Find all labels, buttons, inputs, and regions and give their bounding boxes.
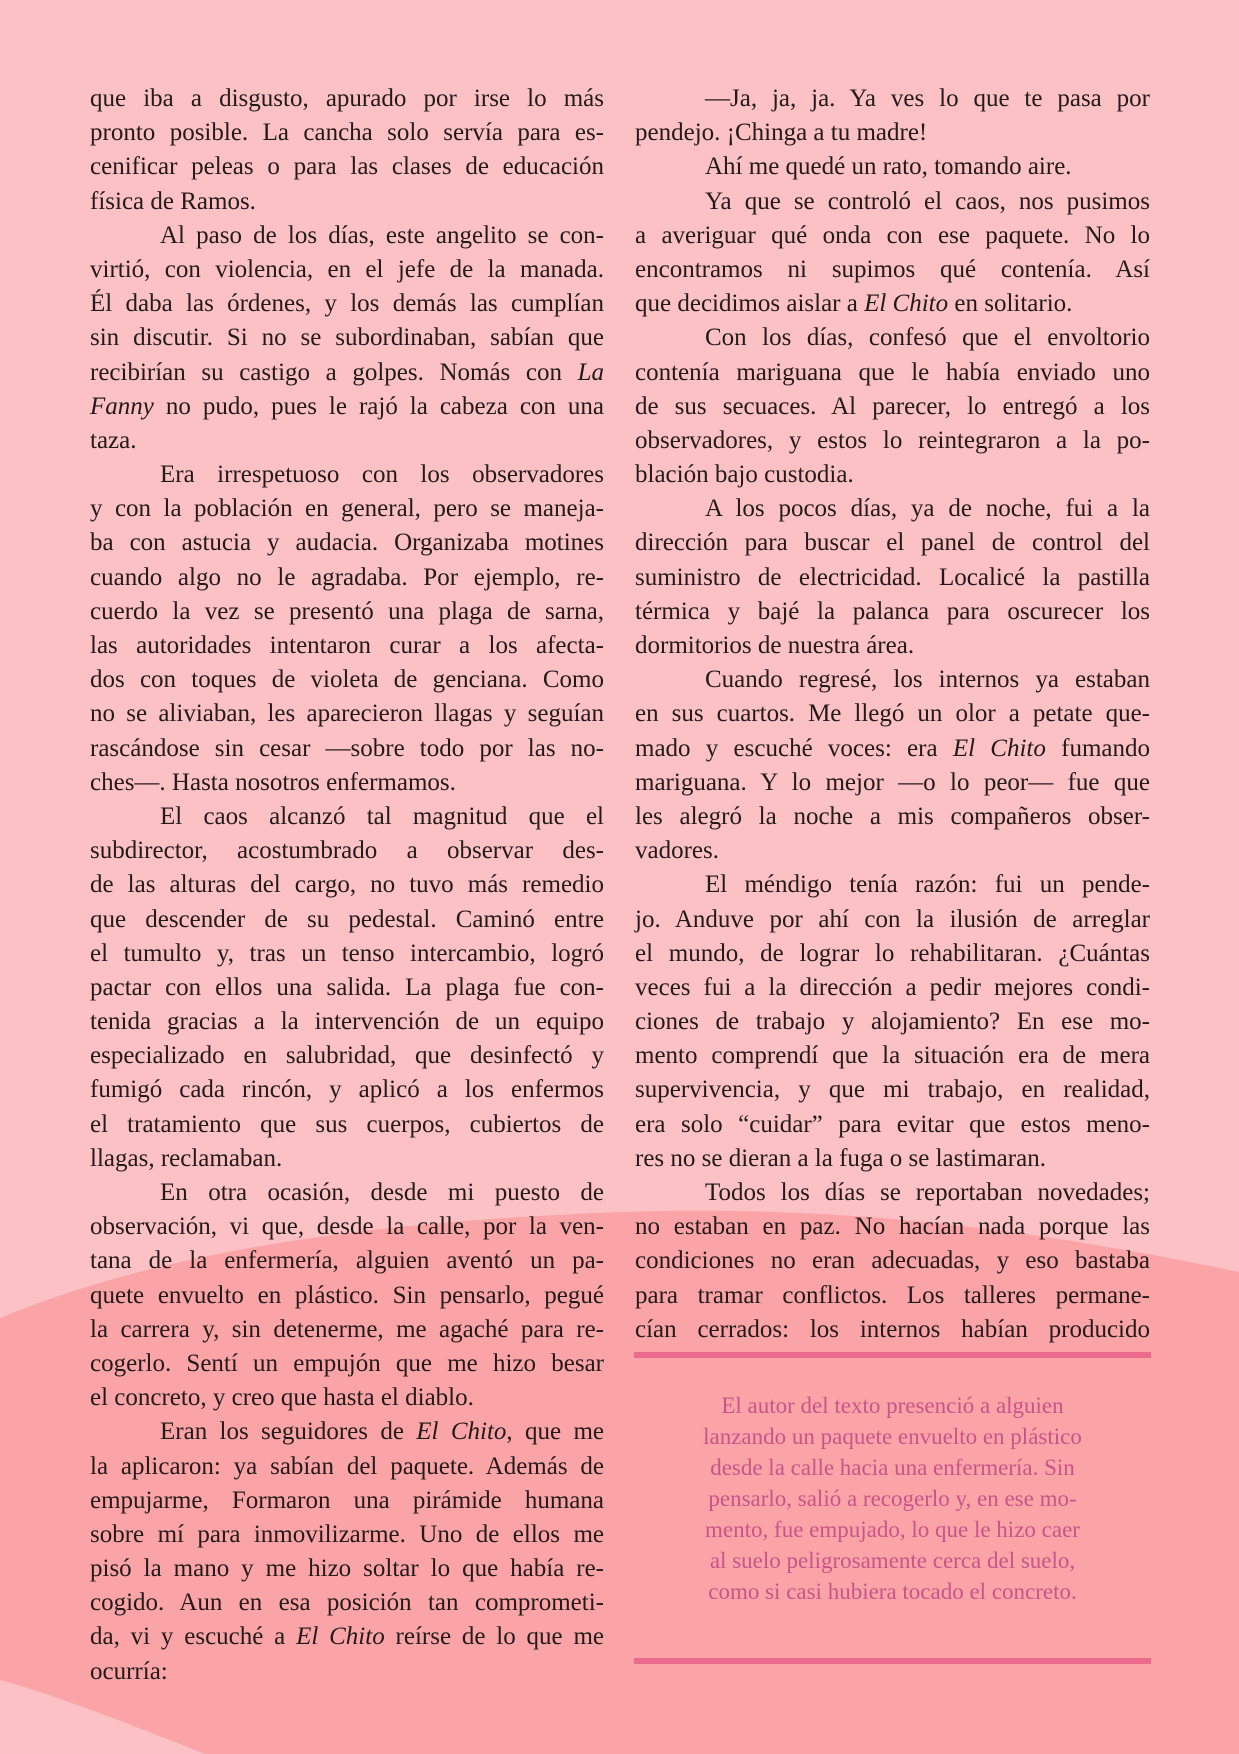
text-line: Él daba las órdenes, y los demás las cumplían [90, 290, 604, 318]
text-line: las autoridades intentaron curar a los afecta- [90, 632, 604, 659]
text-line: contenía mariguana que le había enviado uno [635, 358, 1150, 386]
text-run: en solitario. [948, 290, 1073, 318]
text-line [90, 1620, 604, 1654]
text-line: empujarme, Formaron una pirámide humana [90, 1486, 604, 1514]
text-line: cogerlo. Sentí un empujón que me hizo besar [90, 1349, 604, 1377]
pullquote-line: El autor del texto presenció a alguien [721, 1393, 1064, 1418]
text-line: ba con astucia y audacia. Organizaba motines [90, 529, 604, 557]
text-line: observación, vi que, desde la calle, por la ven- [90, 1213, 604, 1241]
pullquote-line: pensarlo, salió a recogerlo y, en ese mo- [708, 1486, 1077, 1511]
text-line: fumigó cada rincón, y aplicó a los enfermos [90, 1076, 604, 1104]
text-line: sobre mí para inmovilizarme. Uno de ellos me [90, 1520, 604, 1548]
text-line: veces fui a la dirección a pedir mejores condi- [635, 973, 1150, 1001]
text-run: , que me [506, 1418, 605, 1446]
text-line: el concreto, y creo que hasta el diablo. [90, 1384, 474, 1412]
text-line: pronto posible. La cancha solo servía para es- [90, 119, 604, 147]
italic-name: El Chito [416, 1418, 507, 1446]
text-line: jo. Anduve por ahí con la ilusión de arreglar [635, 905, 1150, 933]
text-line: en sus cuartos. Me llegó un olor a petate que- [635, 700, 1150, 728]
text-line: dirección para buscar el panel de control del [635, 529, 1150, 557]
text-line: llagas, reclamaban. [90, 1144, 283, 1172]
italic-name: El Chito [296, 1623, 385, 1651]
text-line: ches—. Hasta nosotros enfermamos. [90, 768, 456, 796]
pullquote-line: como si casi hubiera tocado el concreto. [708, 1579, 1077, 1604]
text-line: En otra ocasión, desde mi puesto de [160, 1179, 604, 1206]
text-line: Cuando regresé, los internos ya estaban [705, 666, 1150, 694]
text-line: a averiguar qué onda con ese paquete. No lo [635, 221, 1150, 249]
italic-name: La [577, 358, 604, 386]
text-run: Eran los seguidores de [160, 1418, 417, 1446]
text-line: cenificar peleas o para las clases de educación [90, 153, 604, 181]
left-column [90, 82, 604, 1689]
text-line: vadores. [635, 837, 719, 865]
text-run: mado y escuché voces: era [635, 734, 953, 762]
italic-name: El Chito [952, 734, 1046, 762]
text-line: dormitorios de nuestra área. [635, 632, 915, 659]
text-line: A los pocos días, ya de noche, fui a la [705, 495, 1150, 523]
italic-name: Fanny [90, 392, 154, 420]
right-column [635, 82, 1150, 1347]
text-run: fumando [1045, 734, 1150, 762]
text-line: rascándose sin cesar —sobre todo por las no- [90, 734, 604, 762]
text-line: cuerdo la vez se presentó una plaga de sarna, [90, 597, 604, 625]
pullquote-top-rule [634, 1352, 1151, 1358]
text-line: cían cerrados: los internos habían producido [635, 1315, 1150, 1343]
text-line: pendejo. ¡Chinga a tu madre! [635, 119, 928, 147]
text-line: el mundo, de lograr lo rehabilitaran. ¿Cuántas [635, 939, 1150, 967]
text-line: cogido. Aun en esa posición tan comprometi- [90, 1589, 604, 1617]
text-line: Ahí me quedé un rato, tomando aire. [705, 153, 1072, 181]
text-line: Al paso de los días, este angelito se con- [160, 221, 604, 249]
text-run: da, vi y escuché a [90, 1623, 297, 1651]
text-line: condiciones no eran adecuadas, y eso bastaba [635, 1247, 1150, 1275]
pullquote-line: lanzando un paquete envuelto en plástico [703, 1424, 1082, 1449]
text-line: mariguana. Y lo mejor —o lo peor— fue que [635, 768, 1150, 796]
text-line: el tratamiento que sus cuerpos, cubiertos de [90, 1110, 604, 1138]
text-line: no estaban en paz. No hacían nada porque las [635, 1213, 1150, 1241]
text-line: blación bajo custodia. [635, 461, 854, 489]
pullquote-line: al suelo peligrosamente cerca del suelo, [709, 1548, 1076, 1573]
text-line: era solo “cuidar” para evitar que estos meno- [635, 1110, 1150, 1138]
text-line: térmica y bajé la palanca para oscurecer los [635, 597, 1150, 625]
text-line: subdirector, acostumbrado a observar des- [90, 837, 604, 865]
text-line [635, 732, 1150, 766]
text-line: ciones de trabajo y alojamiento? En ese mo- [635, 1008, 1150, 1036]
text-line: tana de la enfermería, alguien aventó un pa- [90, 1247, 604, 1275]
text-line: para tramar conflictos. Los talleres permane- [635, 1281, 1150, 1309]
text-line: quete envuelto en plástico. Sin pensarlo, pegué [90, 1281, 604, 1309]
text-line: la aplicaron: ya sabían del paquete. Además de [90, 1452, 604, 1480]
text-line: tenida gracias a la intervención de un equipo [90, 1008, 604, 1036]
text-line: cuando algo no le agradaba. Por ejemplo, re- [90, 563, 604, 591]
text-line: Ya que se controló el caos, nos pusimos [705, 187, 1150, 215]
text-line: Era irrespetuoso con los observadores [160, 461, 604, 489]
text-line: Con los días, confesó que el envoltorio [705, 324, 1150, 352]
text-run: no pudo, pues le rajó la cabeza con una [153, 392, 604, 420]
pullquote-line: mento, fue empujado, lo que le hizo caer [705, 1517, 1080, 1542]
text-line: física de Ramos. [90, 187, 256, 215]
text-line: de las alturas del cargo, no tuvo más remedio [90, 871, 604, 899]
text-line: sin discutir. Si no se subordinaban, sabían que [90, 324, 604, 352]
text-run: reírse de lo que me [384, 1623, 604, 1651]
text-line: pisó la mano y me hizo soltar lo que había re- [90, 1555, 604, 1583]
text-line: virtió, con violencia, en el jefe de la manada. [90, 255, 604, 283]
text-line: la carrera y, sin detenerme, me agaché para re- [90, 1315, 604, 1343]
text-line: de sus secuaces. Al parecer, lo entregó a los [635, 392, 1150, 420]
text-line [90, 1415, 604, 1449]
text-line: mento comprendí que la situación era de mera [635, 1042, 1150, 1070]
text-line: el tumulto y, tras un tenso intercambio, logró [90, 939, 604, 967]
text-line: —Ja, ja, ja. Ya ves lo que te pasa por [705, 85, 1150, 112]
text-line: pactar con ellos una salida. La plaga fue con- [90, 973, 604, 1001]
text-line: que iba a disgusto, apurado por irse lo más [90, 85, 604, 112]
text-line: Todos los días se reportaban novedades; [705, 1179, 1150, 1206]
text-line [90, 356, 604, 390]
text-line: y con la población en general, pero se maneja- [90, 495, 604, 523]
text-line: El méndigo tenía razón: fui un pende- [705, 871, 1150, 899]
text-line: ocurría: [90, 1657, 168, 1685]
text-line: taza. [90, 426, 137, 454]
text-line: que descender de su pedestal. Caminó entre [90, 905, 604, 933]
text-line: supervivencia, y que mi trabajo, en realidad, [635, 1076, 1150, 1104]
text-line: especializado en salubridad, que desinfectó y [90, 1042, 604, 1070]
italic-name: El Chito [864, 290, 949, 318]
text-line: observadores, y estos lo reintegraron a la po- [635, 426, 1150, 454]
pullquote-line: desde la calle hacia una enfermería. Sin [710, 1455, 1075, 1480]
text-line: res no se dieran a la fuga o se lastimaran. [635, 1144, 1046, 1172]
text-run: que decidimos aislar a [635, 290, 865, 318]
text-line: dos con toques de violeta de genciana. Como [90, 666, 604, 694]
text-line: encontramos ni supimos qué contenía. Así [635, 255, 1150, 283]
pullquote [634, 1390, 1151, 1607]
text-line [90, 390, 604, 424]
text-run: recibirían su castigo a golpes. Nomás con [90, 358, 578, 386]
text-line: El caos alcanzó tal magnitud que el [160, 802, 604, 830]
text-line: les alegró la noche a mis compañeros obser- [635, 802, 1150, 830]
text-line: suministro de electricidad. Localicé la pastilla [635, 563, 1150, 591]
text-line: no se aliviaban, les aparecieron llagas y seguían [90, 700, 604, 728]
pullquote-bottom-rule [634, 1658, 1151, 1664]
text-line [635, 287, 1150, 321]
